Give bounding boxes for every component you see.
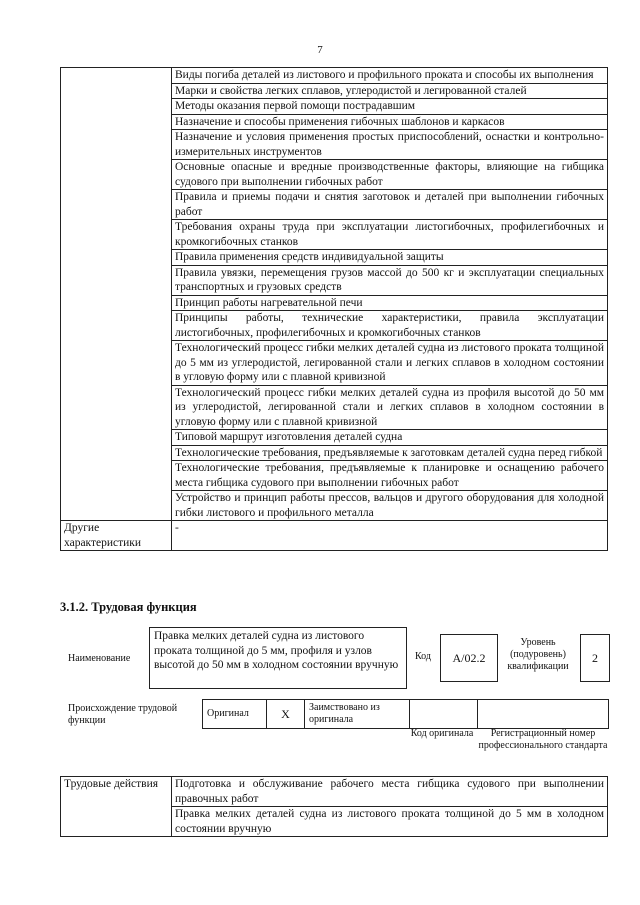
knowledge-item: Основные опасные и вредные производственные факторы, влияющие на гибщика судового при выполнении гибочных работ: [172, 160, 608, 190]
origin-label: Происхождение трудовой функции: [68, 703, 178, 726]
knowledge-item: Требования охраны труда при эксплуатации листогибочных, профилегибочных и кромкогибочных станков: [172, 220, 608, 250]
knowledge-item: Технологический процесс гибки мелких деталей судна из листового проката толщиной до 5 мм из углеродистой, легированной стали и легких сплавов в холодном состоянии в угловую форму или с плавной кривизной: [172, 341, 608, 386]
knowledge-item: Методы оказания первой помощи пострадавшим: [172, 99, 608, 115]
knowledge-item: Типовой маршрут изготовления деталей судна: [172, 430, 608, 446]
table-row: [61, 521, 608, 551]
table-row: [61, 68, 608, 84]
knowledge-item: Правила применения средств индивидуальной защиты: [172, 250, 608, 266]
name-label: Наименование: [68, 653, 131, 664]
function-name-box: Правка мелких деталей судна из листового проката толщиной до 5 мм, профиля и узлов высотой до 50 мм в холодном состоянии вручную: [149, 627, 407, 689]
knowledge-item: Марки и свойства легких сплавов, углеродистой и легированной сталей: [172, 83, 608, 99]
other-characteristics-label: Другие характеристики: [61, 521, 172, 551]
original-label: Оригинал: [203, 700, 267, 729]
level-box: 2: [580, 634, 610, 682]
registration-number-caption: Регистрационный номер профессионального стандарта: [478, 728, 608, 751]
knowledge-item: Назначение и условия применения простых приспособлений, оснастки и контрольно-измерительных инструментов: [172, 130, 608, 160]
origin-table: [202, 699, 609, 729]
actions-label: Трудовые действия: [61, 777, 172, 837]
knowledge-item: Технологический процесс гибки мелких деталей судна из профиля высотой до 50 мм из углеродистой, легированной стали и легких сплавов в холодном состоянии в угловую форму или с плавной кривизной: [172, 385, 608, 430]
original-mark: X: [267, 700, 305, 729]
actions-table: [60, 776, 608, 837]
knowledge-item: Правила увязки, перемещения грузов массой до 500 кг и эксплуатации специальных транспортных и грузовых средств: [172, 265, 608, 295]
registration-number-cell: [478, 700, 609, 729]
knowledge-item: Устройство и принцип работы прессов, вальцов и другого оборудования для холодной гибки листового и профильного металла: [172, 491, 608, 521]
knowledge-label-cell: [61, 68, 172, 521]
knowledge-table: [60, 67, 608, 551]
borrowed-label: Заимствовано из оригинала: [305, 700, 410, 729]
other-characteristics-value: -: [172, 521, 608, 551]
knowledge-item: Технологические требования, предъявляемые к заготовкам деталей судна перед гибкой: [172, 445, 608, 461]
knowledge-item: Правила и приемы подачи и снятия заготовок и деталей при выполнении гибочных работ: [172, 190, 608, 220]
knowledge-item: Назначение и способы применения гибочных шаблонов и каркасов: [172, 114, 608, 130]
knowledge-item: Принципы работы, технические характеристики, правила эксплуатации листогибочных, профилегибочных и кромкогибочных станков: [172, 311, 608, 341]
knowledge-item: Виды погиба деталей из листового и профильного проката и способы их выполнения: [172, 68, 608, 84]
knowledge-item: Технологические требования, предъявляемые к планировке и оснащению рабочего места гибщика судового при выполнении гибочных работ: [172, 461, 608, 491]
level-label: Уровень (подуровень) квалификации: [507, 637, 569, 672]
page-number: 7: [317, 44, 323, 56]
table-row: [61, 777, 608, 807]
action-item: Правка мелких деталей судна из листового проката толщиной до 5 мм в холодном состоянии вручную: [172, 807, 608, 837]
function-code-box: A/02.2: [440, 634, 498, 682]
knowledge-item: Принцип работы нагревательной печи: [172, 295, 608, 311]
original-code-cell: [410, 700, 478, 729]
code-label: Код: [415, 651, 431, 662]
original-code-caption: Код оригинала: [410, 728, 474, 739]
section-title: 3.1.2. Трудовая функция: [60, 600, 197, 614]
action-item: Подготовка и обслуживание рабочего места гибщика судового при выполнении правочных работ: [172, 777, 608, 807]
